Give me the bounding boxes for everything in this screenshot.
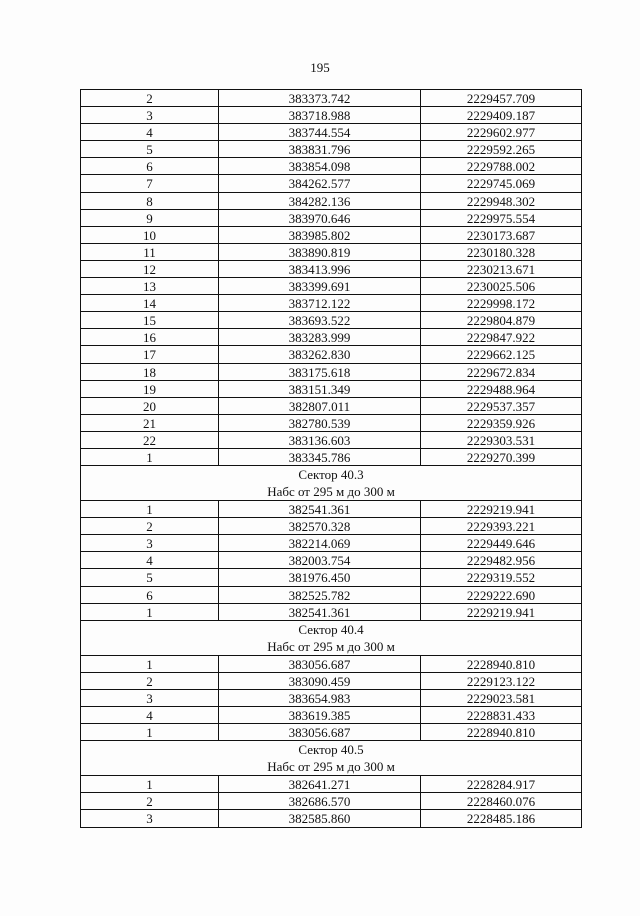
table-row xyxy=(81,227,581,244)
x-coordinate-cell: 382541.361 xyxy=(219,501,421,517)
x-coordinate-cell: 382641.271 xyxy=(219,776,421,792)
point-number-cell: 18 xyxy=(81,364,219,380)
y-coordinate-cell: 2229123.122 xyxy=(466,673,536,689)
x-coordinate-cell: 383345.786 xyxy=(219,449,421,465)
page-number: 195 xyxy=(310,60,330,75)
table-row xyxy=(81,278,581,295)
y-coordinate-cell: 2229745.069 xyxy=(466,176,536,192)
table-row xyxy=(81,261,581,278)
y-coordinate-cell: 2229948.302 xyxy=(466,193,536,209)
y-coordinate-cell: 2230025.506 xyxy=(466,279,536,295)
x-coordinate-cell: 381976.450 xyxy=(219,569,421,585)
y-coordinate-cell: 2229303.531 xyxy=(466,432,536,448)
y-coordinate-cell: 2229998.172 xyxy=(466,296,536,312)
sector-subtitle: Набс от 295 м до 300 м xyxy=(267,638,395,654)
sector-subtitle: Набс от 295 м до 300 м xyxy=(267,484,395,500)
point-number-cell: 2 xyxy=(81,793,219,809)
y-coordinate-cell: 2230180.328 xyxy=(466,244,536,260)
table-row xyxy=(81,810,581,827)
point-number-cell: 1 xyxy=(81,656,219,672)
sector-title: Сектор 40.3 xyxy=(298,467,364,483)
table-row xyxy=(81,724,581,741)
table-row xyxy=(81,364,581,381)
point-number-cell: 14 xyxy=(81,295,219,311)
point-number-cell: 5 xyxy=(81,569,219,585)
sector-header xyxy=(81,741,581,776)
table-row xyxy=(81,295,581,312)
x-coordinate-cell: 382780.539 xyxy=(219,415,421,431)
table-row xyxy=(81,381,581,398)
table-row xyxy=(81,432,581,449)
point-number-cell: 3 xyxy=(81,690,219,706)
y-coordinate-cell: 2229359.926 xyxy=(466,415,536,431)
x-coordinate-cell: 383175.618 xyxy=(219,364,421,380)
sector-subtitle: Набс от 295 м до 300 м xyxy=(267,759,395,775)
x-coordinate-cell: 383985.802 xyxy=(219,227,421,243)
point-number-cell: 1 xyxy=(81,449,219,465)
x-coordinate-cell: 382570.328 xyxy=(219,518,421,534)
y-coordinate-cell: 2228831.433 xyxy=(466,708,536,723)
y-coordinate-cell: 2228940.810 xyxy=(466,656,536,672)
y-coordinate-cell: 2229847.922 xyxy=(466,330,536,346)
table-row xyxy=(81,210,581,227)
point-number-cell: 20 xyxy=(81,398,219,414)
x-coordinate-cell: 383056.687 xyxy=(219,656,421,672)
y-coordinate-cell: 2229219.941 xyxy=(466,502,536,518)
table-row xyxy=(81,569,581,586)
y-coordinate-cell: 2229222.690 xyxy=(466,587,536,603)
x-coordinate-cell: 383693.522 xyxy=(219,312,421,328)
table-row xyxy=(81,793,581,810)
x-coordinate-cell: 383890.819 xyxy=(219,244,421,260)
point-number-cell: 1 xyxy=(81,604,219,620)
point-number-cell: 13 xyxy=(81,278,219,294)
y-coordinate-cell: 2229537.357 xyxy=(466,398,536,414)
y-coordinate-cell: 2229219.941 xyxy=(466,604,536,620)
point-number-cell: 21 xyxy=(81,415,219,431)
y-coordinate-cell: 2230213.671 xyxy=(466,261,536,277)
table-row xyxy=(81,776,581,793)
x-coordinate-cell: 383413.996 xyxy=(219,261,421,277)
x-coordinate-cell: 383283.999 xyxy=(219,329,421,345)
point-number-cell: 11 xyxy=(81,244,219,260)
table-row xyxy=(81,690,581,707)
table-row xyxy=(81,193,581,210)
point-number-cell: 2 xyxy=(81,673,219,689)
y-coordinate-cell: 2229592.265 xyxy=(466,142,536,158)
y-coordinate-cell: 2229488.964 xyxy=(466,381,536,397)
point-number-cell: 2 xyxy=(81,90,219,106)
x-coordinate-cell: 382525.782 xyxy=(219,587,421,603)
table-row xyxy=(81,501,581,518)
table-row xyxy=(81,312,581,329)
table-row xyxy=(81,90,581,107)
table-row xyxy=(81,329,581,346)
x-coordinate-cell: 382003.754 xyxy=(219,552,421,568)
y-coordinate-cell: 2229023.581 xyxy=(466,690,536,706)
table-row xyxy=(81,656,581,673)
x-coordinate-cell: 383718.988 xyxy=(219,107,421,123)
y-coordinate-cell: 2228940.810 xyxy=(466,725,536,741)
x-coordinate-cell: 383654.983 xyxy=(219,690,421,706)
table-row xyxy=(81,158,581,175)
table-row xyxy=(81,398,581,415)
x-coordinate-cell: 383090.459 xyxy=(219,673,421,689)
table-row xyxy=(81,244,581,261)
x-coordinate-cell: 383056.687 xyxy=(219,724,421,740)
point-number-cell: 5 xyxy=(81,141,219,157)
table-row xyxy=(81,124,581,141)
point-number-cell: 8 xyxy=(81,193,219,209)
table-row xyxy=(81,107,581,124)
x-coordinate-cell: 384282.136 xyxy=(219,193,421,209)
x-coordinate-cell: 383744.554 xyxy=(219,124,421,140)
table-row xyxy=(81,587,581,604)
x-coordinate-cell: 382585.860 xyxy=(219,810,421,827)
y-coordinate-cell: 2229393.221 xyxy=(466,519,536,535)
point-number-cell: 3 xyxy=(81,810,219,827)
x-coordinate-cell: 382807.011 xyxy=(219,398,421,414)
x-coordinate-cell: 382214.069 xyxy=(219,535,421,551)
point-number-cell: 17 xyxy=(81,346,219,362)
point-number-cell: 4 xyxy=(81,552,219,568)
y-coordinate-cell: 2229409.187 xyxy=(466,108,536,124)
point-number-cell: 3 xyxy=(81,107,219,123)
y-coordinate-cell: 2228284.917 xyxy=(466,777,536,793)
y-coordinate-cell: 2229602.977 xyxy=(466,125,536,141)
x-coordinate-cell: 382686.570 xyxy=(219,793,421,809)
x-coordinate-cell: 384262.577 xyxy=(219,175,421,191)
coordinates-table xyxy=(80,89,582,828)
point-number-cell: 12 xyxy=(81,261,219,277)
point-number-cell: 16 xyxy=(81,329,219,345)
point-number-cell: 2 xyxy=(81,518,219,534)
y-coordinate-cell: 2229457.709 xyxy=(466,91,536,106)
x-coordinate-cell: 383831.796 xyxy=(219,141,421,157)
y-coordinate-cell: 2229975.554 xyxy=(466,210,536,226)
point-number-cell: 1 xyxy=(81,501,219,517)
point-number-cell: 22 xyxy=(81,432,219,448)
x-coordinate-cell: 383399.691 xyxy=(219,278,421,294)
x-coordinate-cell: 383854.098 xyxy=(219,158,421,174)
point-number-cell: 7 xyxy=(81,175,219,191)
x-coordinate-cell: 383373.742 xyxy=(219,90,421,106)
sector-title: Сектор 40.4 xyxy=(298,621,364,637)
point-number-cell: 1 xyxy=(81,724,219,740)
point-number-cell: 15 xyxy=(81,312,219,328)
point-number-cell: 3 xyxy=(81,535,219,551)
table-row xyxy=(81,346,581,363)
y-coordinate-cell: 2228485.186 xyxy=(466,811,536,827)
sector-title: Сектор 40.5 xyxy=(298,742,364,758)
x-coordinate-cell: 383712.122 xyxy=(219,295,421,311)
point-number-cell: 10 xyxy=(81,227,219,243)
point-number-cell: 6 xyxy=(81,587,219,603)
y-coordinate-cell: 2229449.646 xyxy=(466,536,536,552)
x-coordinate-cell: 383619.385 xyxy=(219,707,421,723)
x-coordinate-cell: 383136.603 xyxy=(219,432,421,448)
table-row xyxy=(81,449,581,466)
point-number-cell: 4 xyxy=(81,707,219,723)
table-row xyxy=(81,673,581,690)
table-row xyxy=(81,518,581,535)
point-number-cell: 9 xyxy=(81,210,219,226)
y-coordinate-cell: 2229804.879 xyxy=(466,313,536,329)
table-row xyxy=(81,141,581,158)
y-coordinate-cell: 2229319.552 xyxy=(466,570,536,586)
x-coordinate-cell: 383262.830 xyxy=(219,346,421,362)
y-coordinate-cell: 2229788.002 xyxy=(466,159,536,175)
y-coordinate-cell: 2229672.834 xyxy=(466,364,536,380)
table-row xyxy=(81,535,581,552)
table-row xyxy=(81,415,581,432)
point-number-cell: 4 xyxy=(81,124,219,140)
sector-header xyxy=(81,466,581,501)
table-row xyxy=(81,175,581,192)
x-coordinate-cell: 382541.361 xyxy=(219,604,421,620)
table-row xyxy=(81,552,581,569)
y-coordinate-cell: 2229270.399 xyxy=(466,449,536,465)
point-number-cell: 1 xyxy=(81,776,219,792)
y-coordinate-cell: 2229482.956 xyxy=(466,553,536,569)
table-row xyxy=(81,707,581,724)
point-number-cell: 19 xyxy=(81,381,219,397)
x-coordinate-cell: 383151.349 xyxy=(219,381,421,397)
table-row xyxy=(81,604,581,621)
x-coordinate-cell: 383970.646 xyxy=(219,210,421,226)
point-number-cell: 6 xyxy=(81,158,219,174)
sector-header xyxy=(81,621,581,656)
y-coordinate-cell: 2228460.076 xyxy=(466,794,536,810)
y-coordinate-cell: 2229662.125 xyxy=(466,347,536,363)
y-coordinate-cell: 2230173.687 xyxy=(466,227,536,243)
